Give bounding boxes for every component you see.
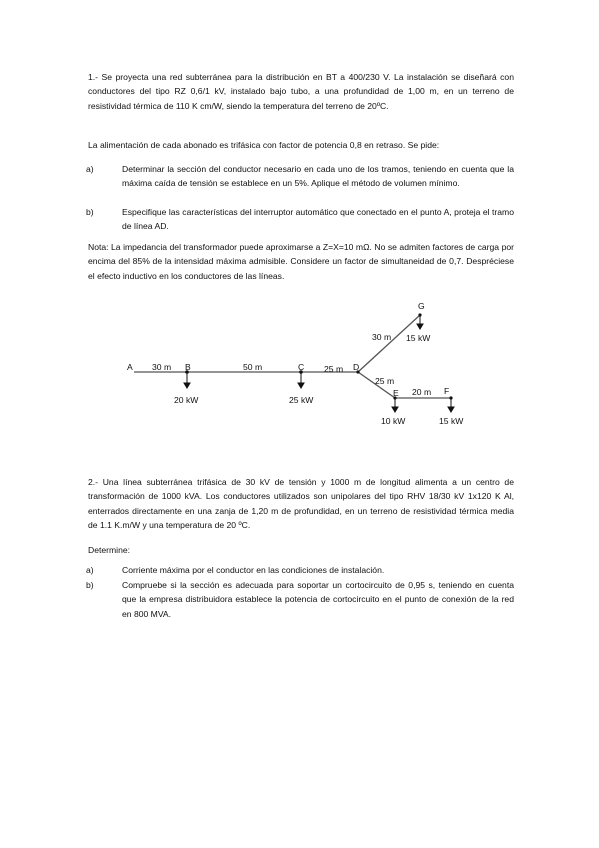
node-label-e: E [393, 388, 399, 398]
segment-ab-length: 30 m [152, 362, 172, 372]
problem2-ask: Determine: [88, 545, 131, 555]
load-b-arrow-icon [184, 383, 190, 388]
item-marker: b) [86, 207, 94, 217]
load-e-value: 10 kW [381, 416, 406, 426]
item-marker: a) [86, 164, 94, 174]
line-d-g [358, 315, 420, 372]
problem2-item-b [86, 578, 514, 621]
node-label-b: B [185, 362, 191, 372]
problem2-intro: 2.- Una línea subterránea trifásica de 30 kV de tensión y 1000 m de longitud alimenta a un centro de transformación de 1000 kVA. Los conductores utilizados son unipolares del tipo RHV 18/30 kV 1x120 K Al, enterrados directamente en una zanja de 1,20 m de profundidad, en un terreno de resistividad térmica media de 1.1 K.m/W y una temperatura de 20 ºC. [88, 477, 514, 530]
segment-dg-length: 30 m [372, 332, 392, 342]
segment-cd-length: 25 m [324, 364, 344, 374]
load-g-value: 15 kW [406, 333, 431, 343]
item-text: Compruebe si la sección es adecuada para soportar un cortocircuito de 0,95 s, teniendo en cuenta que la empresa distribuidora establece la potencia de cortocircuito en el punto de conexión de la red en 800 MVA. [122, 580, 514, 619]
segment-ef-length: 20 m [412, 387, 432, 397]
load-g-arrow-icon [417, 324, 423, 329]
item-text: Determinar la sección del conductor necesario en cada uno de los tramos, teniendo en cuenta que la máxima caída de tensión se establece en un 5%. Aplique el método de volumen mínimo. [122, 164, 514, 189]
node-label-g: G [418, 301, 425, 311]
item-text: Corriente máxima por el conductor en las condiciones de instalación. [122, 565, 385, 575]
problem1-note: Nota: La impedancia del transformador puede aproximarse a Z=X=10 mΩ. No se admiten factores de carga por encima del 85% de la intensidad máxima admisible. Considere un factor de simultaneidad de 0,7. Despréciese el efecto inductivo en los conductores de las líneas. [88, 242, 514, 281]
item-marker: a) [86, 565, 94, 575]
segment-de-length: 25 m [375, 376, 395, 386]
problem1-intro: 1.- Se proyecta una red subterránea para la distribución en BT a 400/230 V. La instalación se diseñará con conductores del tipo RZ 0,6/1 kV, instalado bajo tubo, a una profundidad de 1,00 m, en un terreno de resistividad térmica de 110 K cm/W, siendo la temperatura del terreno de 20ºC. [88, 72, 514, 111]
load-f-arrow-icon [448, 407, 454, 412]
load-b-value: 20 kW [174, 395, 199, 405]
load-e-arrow-icon [392, 407, 398, 412]
load-f-value: 15 kW [439, 416, 464, 426]
node-label-f: F [444, 386, 450, 396]
item-text: Especifique las características del interruptor automático que conectado en el punto A, proteja el tramo de línea AD. [122, 207, 514, 232]
node-label-a: A [127, 362, 133, 372]
node-label-d: D [353, 362, 360, 372]
segment-bc-length: 50 m [243, 362, 263, 372]
problem1-load-note: La alimentación de cada abonado es trifásica con factor de potencia 0,8 en retraso. Se pide: [88, 140, 440, 150]
load-c-arrow-icon [298, 383, 304, 388]
item-marker: b) [86, 580, 94, 590]
problem2-item-a [86, 563, 514, 577]
load-c-value: 25 kW [289, 395, 314, 405]
node-label-c: C [298, 362, 305, 372]
